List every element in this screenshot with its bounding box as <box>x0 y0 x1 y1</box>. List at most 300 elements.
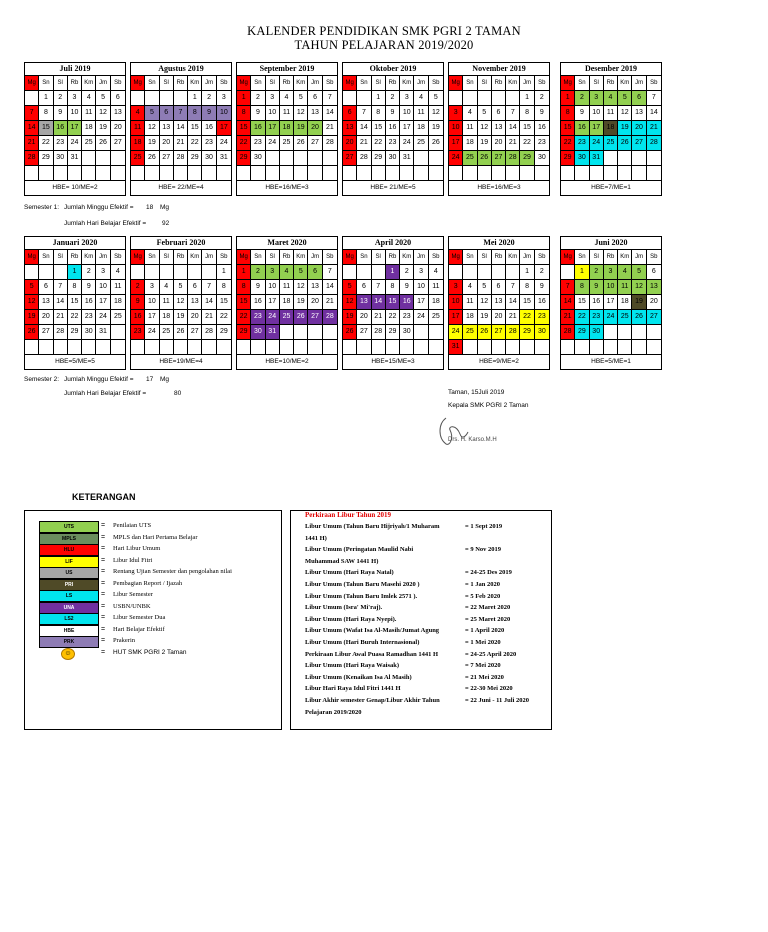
day-cell: 14 <box>323 106 337 121</box>
legend-text: Pembagian Report / Ijazah <box>113 579 183 587</box>
empty-cell <box>575 340 589 355</box>
day-cell: 13 <box>188 295 202 310</box>
day-cell: 27 <box>39 325 53 340</box>
day-cell: 9 <box>54 106 68 121</box>
day-cell: 27 <box>188 325 202 340</box>
day-cell: 16 <box>82 295 96 310</box>
empty-cell <box>590 166 604 181</box>
month-footer: HBE= 22/ME=4 <box>158 184 204 191</box>
day-name-cell: Jm <box>632 250 646 265</box>
empty-cell <box>131 91 145 106</box>
day-cell: 12 <box>174 295 188 310</box>
holiday-name: Libur Hari Raya Idul Fitri 1441 H <box>305 685 401 693</box>
empty-cell <box>478 166 492 181</box>
empty-cell <box>520 340 534 355</box>
day-cell: 18 <box>280 121 294 136</box>
empty-cell <box>131 265 145 280</box>
day-cell: 16 <box>131 310 145 325</box>
day-cell: 18 <box>111 295 125 310</box>
day-cell: 13 <box>492 121 506 136</box>
day-cell: 10 <box>217 106 231 121</box>
day-cell: 11 <box>280 280 294 295</box>
day-cell: 26 <box>429 136 443 151</box>
holiday-name: Libur Umum (Tahun Baru Imlek 2571 ). <box>305 592 418 600</box>
day-cell: 3 <box>266 265 280 280</box>
legend-equals: = <box>101 568 106 575</box>
day-name-cell: Sn <box>463 250 477 265</box>
day-cell: 11 <box>280 106 294 121</box>
day-cell: 25 <box>160 325 174 340</box>
empty-cell <box>492 91 506 106</box>
day-name-cell: Km <box>188 76 202 91</box>
day-cell: 22 <box>386 310 400 325</box>
day-cell: 26 <box>294 136 308 151</box>
day-cell: 8 <box>575 280 589 295</box>
day-cell: 14 <box>202 295 216 310</box>
smiley-icon: ☺ <box>61 648 75 660</box>
day-cell: 8 <box>237 280 251 295</box>
day-cell: 9 <box>535 106 549 121</box>
day-name-cell: Mg <box>343 250 357 265</box>
day-cell: 13 <box>647 280 661 295</box>
day-name-cell: Sn <box>357 76 371 91</box>
empty-cell <box>478 340 492 355</box>
empty-cell <box>323 325 337 340</box>
day-cell: 12 <box>145 121 159 136</box>
empty-cell <box>25 91 39 106</box>
empty-cell <box>506 340 520 355</box>
day-cell: 17 <box>266 295 280 310</box>
day-cell: 27 <box>111 136 125 151</box>
holiday-name: Perkiraan Libur Awal Puasa Ramadhan 1441 H <box>305 650 439 658</box>
empty-cell <box>39 166 53 181</box>
day-name-cell: Sn <box>145 76 159 91</box>
day-cell: 2 <box>251 265 265 280</box>
day-cell: 17 <box>590 121 604 136</box>
empty-cell <box>632 166 646 181</box>
day-name-cell: Sn <box>463 76 477 91</box>
empty-cell <box>294 166 308 181</box>
legend-text: Libur Semester Dua <box>113 614 166 621</box>
day-name-cell: Jm <box>632 76 646 91</box>
empty-cell <box>400 166 414 181</box>
empty-cell <box>357 91 371 106</box>
holiday-date: = 25 Maret 2020 <box>465 615 511 623</box>
day-cell: 18 <box>82 121 96 136</box>
empty-cell <box>632 151 646 166</box>
day-name-cell: Jm <box>414 76 428 91</box>
legend-swatch: UTS <box>39 521 99 533</box>
holiday-name: Libur Akhir semester Genap/Libur Akhir Tahun <box>305 697 440 704</box>
day-cell: 25 <box>429 310 443 325</box>
legend-equals: = <box>101 579 106 587</box>
empty-cell <box>590 340 604 355</box>
day-name-cell: Km <box>618 250 632 265</box>
day-name-cell: Jm <box>520 76 534 91</box>
day-cell: 25 <box>463 325 477 340</box>
day-cell: 1 <box>68 265 82 280</box>
holiday-date: = 22 Maret 2020 <box>465 604 511 612</box>
day-cell: 20 <box>647 295 661 310</box>
day-name-cell: Mg <box>131 250 145 265</box>
day-cell: 29 <box>386 325 400 340</box>
empty-cell <box>492 166 506 181</box>
day-cell: 4 <box>280 265 294 280</box>
empty-cell <box>506 166 520 181</box>
day-cell: 15 <box>237 295 251 310</box>
day-cell: 23 <box>131 325 145 340</box>
day-cell: 28 <box>25 151 39 166</box>
day-name-cell: Sb <box>323 250 337 265</box>
day-cell: 6 <box>647 265 661 280</box>
empty-cell <box>463 265 477 280</box>
empty-cell <box>308 340 322 355</box>
day-cell: 3 <box>604 265 618 280</box>
empty-cell <box>111 340 125 355</box>
day-cell: 21 <box>506 136 520 151</box>
day-cell: 4 <box>111 265 125 280</box>
holiday-name: Libur Umum (Peringatan Maulid Nabi <box>305 546 414 554</box>
empty-cell <box>647 166 661 181</box>
day-cell: 5 <box>429 91 443 106</box>
month-name: Juni 2020 <box>561 237 661 250</box>
day-cell: 13 <box>308 280 322 295</box>
empty-cell <box>188 340 202 355</box>
day-cell: 30 <box>535 151 549 166</box>
legend-swatch: PRI <box>39 579 99 591</box>
empty-cell <box>506 265 520 280</box>
empty-cell <box>202 166 216 181</box>
day-name-cell: Km <box>188 250 202 265</box>
legend-swatch: LS <box>39 590 99 602</box>
day-name-cell: Km <box>506 76 520 91</box>
day-name-cell: Sn <box>39 250 53 265</box>
day-cell: 16 <box>54 121 68 136</box>
day-cell: 19 <box>478 310 492 325</box>
month-footer: HBE=7/ME=1 <box>591 184 631 191</box>
day-cell: 28 <box>323 310 337 325</box>
month-footer: HBE=16/ME=3 <box>265 184 309 191</box>
month-calendar <box>24 236 126 370</box>
day-name-cell: Rb <box>68 250 82 265</box>
holiday-name: Pelajaran 2019/2020 <box>305 708 362 716</box>
day-cell: 13 <box>343 121 357 136</box>
empty-cell <box>111 166 125 181</box>
day-cell: 24 <box>217 136 231 151</box>
month-calendar <box>448 62 550 196</box>
empty-cell <box>294 325 308 340</box>
day-cell: 4 <box>280 91 294 106</box>
day-cell: 29 <box>39 151 53 166</box>
empty-cell <box>343 91 357 106</box>
day-cell: 19 <box>618 121 632 136</box>
day-cell: 15 <box>372 121 386 136</box>
day-cell: 2 <box>535 91 549 106</box>
day-cell: 18 <box>618 295 632 310</box>
day-cell: 28 <box>202 325 216 340</box>
day-cell: 12 <box>478 121 492 136</box>
day-name-cell: Rb <box>386 76 400 91</box>
day-cell: 1 <box>520 265 534 280</box>
day-cell: 25 <box>111 310 125 325</box>
holiday-date: = 21 Mei 2020 <box>465 673 504 681</box>
day-cell: 15 <box>39 121 53 136</box>
empty-cell <box>506 91 520 106</box>
empty-cell <box>357 166 371 181</box>
day-cell: 7 <box>506 106 520 121</box>
day-cell: 28 <box>372 325 386 340</box>
day-cell: 29 <box>217 325 231 340</box>
legend-text: Hari Belajar Efektif <box>113 625 165 633</box>
holiday-box <box>290 510 552 730</box>
day-cell: 6 <box>111 91 125 106</box>
day-cell: 11 <box>82 106 96 121</box>
empty-cell <box>429 340 443 355</box>
day-cell: 12 <box>96 106 110 121</box>
legend-equals: = <box>101 545 106 552</box>
month-name: Maret 2020 <box>237 237 337 250</box>
day-name-cell: Rb <box>280 76 294 91</box>
day-cell: 16 <box>202 121 216 136</box>
empty-cell <box>386 340 400 355</box>
day-cell: 14 <box>323 280 337 295</box>
day-cell: 17 <box>604 295 618 310</box>
empty-cell <box>294 340 308 355</box>
day-cell: 23 <box>82 310 96 325</box>
empty-cell <box>145 91 159 106</box>
day-cell: 19 <box>96 121 110 136</box>
day-cell: 14 <box>54 295 68 310</box>
day-cell: 13 <box>39 295 53 310</box>
day-cell: 23 <box>535 136 549 151</box>
holiday-name: Libur Umum (Wafat Isa Al-Masih/Jumat Agung <box>305 627 440 635</box>
legend-equals: = <box>101 648 106 656</box>
day-name-cell: Sn <box>251 250 265 265</box>
legend-text: Rentang Ujian Semester dan pengolahan nilai <box>113 568 232 575</box>
holiday-date: = 1 Sept 2019 <box>465 523 503 530</box>
legend-equals: = <box>101 591 106 598</box>
day-cell: 11 <box>463 121 477 136</box>
day-cell: 29 <box>372 151 386 166</box>
day-cell: 23 <box>202 136 216 151</box>
day-cell: 18 <box>131 136 145 151</box>
day-cell: 2 <box>131 280 145 295</box>
day-cell: 18 <box>463 310 477 325</box>
empty-cell <box>237 340 251 355</box>
month-name: September 2019 <box>237 63 337 76</box>
day-cell: 28 <box>174 151 188 166</box>
day-cell: 2 <box>82 265 96 280</box>
day-cell: 16 <box>386 121 400 136</box>
day-cell: 6 <box>39 280 53 295</box>
day-name-cell: Rb <box>174 250 188 265</box>
empty-cell <box>217 340 231 355</box>
holiday-name: Libur Umum (Hari Raya Waisak) <box>305 662 400 670</box>
day-cell: 4 <box>160 280 174 295</box>
empty-cell <box>160 265 174 280</box>
semester2-label: Semester 2: <box>24 376 60 383</box>
day-cell: 24 <box>145 325 159 340</box>
empty-cell <box>463 166 477 181</box>
day-cell: 5 <box>478 106 492 121</box>
day-cell: 28 <box>323 136 337 151</box>
empty-cell <box>414 151 428 166</box>
day-cell: 11 <box>111 280 125 295</box>
day-cell: 16 <box>251 295 265 310</box>
day-cell: 19 <box>25 310 39 325</box>
empty-cell <box>604 166 618 181</box>
day-cell: 24 <box>96 310 110 325</box>
month-footer: HBE=16/ME=3 <box>477 184 521 191</box>
empty-cell <box>280 325 294 340</box>
month-calendar <box>560 62 662 196</box>
empty-cell <box>160 91 174 106</box>
legend-equals: = <box>101 614 106 621</box>
day-name-cell: Sl <box>590 76 604 91</box>
day-name-cell: Jm <box>96 76 110 91</box>
day-cell: 20 <box>343 136 357 151</box>
day-cell: 22 <box>372 136 386 151</box>
day-cell: 14 <box>372 295 386 310</box>
empty-cell <box>604 340 618 355</box>
empty-cell <box>429 325 443 340</box>
empty-cell <box>618 340 632 355</box>
empty-cell <box>25 340 39 355</box>
day-cell: 16 <box>590 295 604 310</box>
day-cell: 17 <box>145 310 159 325</box>
day-cell: 31 <box>266 325 280 340</box>
empty-cell <box>618 151 632 166</box>
day-cell: 13 <box>357 295 371 310</box>
day-cell: 28 <box>506 151 520 166</box>
month-calendar <box>448 236 550 370</box>
day-name-cell: Km <box>294 76 308 91</box>
day-cell: 22 <box>188 136 202 151</box>
month-footer: HBE=5/ME=5 <box>55 358 95 365</box>
day-cell: 9 <box>131 295 145 310</box>
day-cell: 28 <box>357 151 371 166</box>
empty-cell <box>82 151 96 166</box>
day-name-cell: Mg <box>25 76 39 91</box>
day-cell: 25 <box>82 136 96 151</box>
day-name-cell: Sb <box>647 250 661 265</box>
day-name-cell: Mg <box>237 76 251 91</box>
day-name-cell: Rb <box>604 76 618 91</box>
day-cell: 1 <box>372 91 386 106</box>
day-cell: 30 <box>54 151 68 166</box>
semester1-days-value: 92 <box>162 220 170 227</box>
day-cell: 17 <box>449 310 463 325</box>
day-cell: 8 <box>520 280 534 295</box>
day-cell: 16 <box>535 121 549 136</box>
day-cell: 13 <box>632 106 646 121</box>
legend-swatch: HLU <box>39 544 99 556</box>
empty-cell <box>145 265 159 280</box>
day-cell: 7 <box>25 106 39 121</box>
day-cell: 21 <box>323 121 337 136</box>
day-cell: 4 <box>604 91 618 106</box>
day-name-cell: Sl <box>372 76 386 91</box>
day-cell: 21 <box>647 121 661 136</box>
month-calendar <box>342 236 444 370</box>
day-cell: 28 <box>54 325 68 340</box>
day-cell: 1 <box>188 91 202 106</box>
day-cell: 3 <box>449 106 463 121</box>
legend-swatch: PRK <box>39 636 99 648</box>
day-cell: 19 <box>343 310 357 325</box>
day-cell: 13 <box>308 106 322 121</box>
day-cell: 20 <box>492 310 506 325</box>
day-cell: 10 <box>449 121 463 136</box>
day-cell: 15 <box>575 295 589 310</box>
day-cell: 21 <box>202 310 216 325</box>
day-name-cell: Mg <box>449 76 463 91</box>
day-name-cell: Jm <box>414 250 428 265</box>
holiday-date: = 9 Nov 2019 <box>465 546 502 554</box>
day-cell: 26 <box>478 325 492 340</box>
empty-cell <box>449 166 463 181</box>
empty-cell <box>174 166 188 181</box>
day-cell: 7 <box>323 91 337 106</box>
empty-cell <box>96 340 110 355</box>
day-cell: 17 <box>449 136 463 151</box>
day-cell: 11 <box>160 295 174 310</box>
day-cell: 2 <box>386 91 400 106</box>
day-cell: 17 <box>400 121 414 136</box>
holiday-name: Libur Umum (Tahun Baru Hijriyah/1 Muharam <box>305 523 440 530</box>
empty-cell <box>343 265 357 280</box>
empty-cell <box>575 166 589 181</box>
empty-cell <box>145 340 159 355</box>
empty-cell <box>492 265 506 280</box>
day-cell: 3 <box>145 280 159 295</box>
empty-cell <box>463 91 477 106</box>
holiday-date: = 22-30 Mei 2020 <box>465 685 513 693</box>
empty-cell <box>357 265 371 280</box>
day-name-cell: Km <box>618 76 632 91</box>
day-cell: 1 <box>39 91 53 106</box>
day-cell: 21 <box>25 136 39 151</box>
holiday-date: = 1 April 2020 <box>465 627 505 635</box>
empty-cell <box>174 340 188 355</box>
day-cell: 27 <box>308 136 322 151</box>
empty-cell <box>561 340 575 355</box>
day-cell: 16 <box>535 295 549 310</box>
day-cell: 2 <box>590 265 604 280</box>
day-cell: 7 <box>357 106 371 121</box>
day-name-cell: Sl <box>478 76 492 91</box>
holiday-date: = 7 Mei 2020 <box>465 662 501 670</box>
day-cell: 10 <box>414 280 428 295</box>
day-name-cell: Sb <box>535 250 549 265</box>
empty-cell <box>647 325 661 340</box>
day-cell: 23 <box>54 136 68 151</box>
day-cell: 10 <box>266 106 280 121</box>
day-cell: 2 <box>202 91 216 106</box>
empty-cell <box>160 166 174 181</box>
day-cell: 15 <box>520 121 534 136</box>
holiday-name: Muhammad SAW 1441 H) <box>305 557 379 565</box>
day-cell: 6 <box>160 106 174 121</box>
day-cell: 12 <box>343 295 357 310</box>
empty-cell <box>294 151 308 166</box>
day-cell: 3 <box>266 91 280 106</box>
day-cell: 3 <box>449 280 463 295</box>
day-cell: 8 <box>68 280 82 295</box>
legend-swatch: LIF <box>39 556 99 568</box>
day-cell: 1 <box>237 265 251 280</box>
day-name-cell: Sl <box>54 76 68 91</box>
